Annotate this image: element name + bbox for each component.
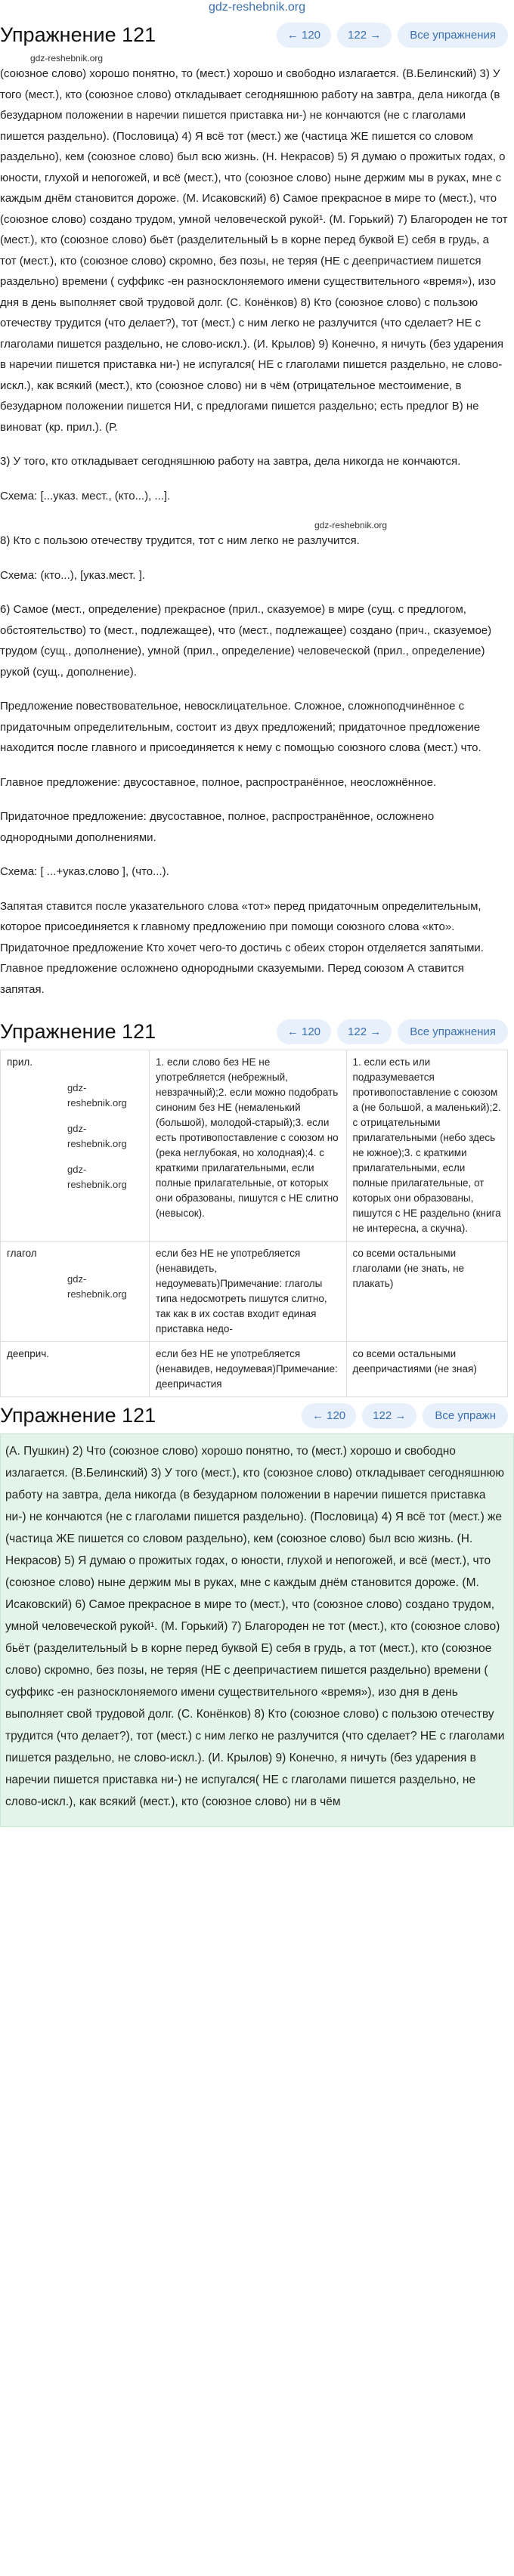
paragraph: (А. Пушкин) 2) Что (союзное слово) хорошо понятно, то (мест.) хорошо и свободно излагается. (В.Белинский) 3) У того (мест.), кто (союзное слово) откладывает сегодняшнюю работу на завтра, дела никогда (в безударном положении в наречии пишется приставка ни-) не кончаются (не с глаголами пишется раздельно). (Пословица) 4) Я всё тот (мест.) же (частица ЖЕ пишется со словом раздельно), кем (союзное слово) был всю жизнь. (Н. Некрасов) 5) Я думаю о прожитых годах, о юности, глухой и непогожей, и всё (мест.), что (союзное слово) ныне держим мы в руках, мне с каждым днём становится дороже. (М. Исаковский) 6) Самое прекрасное в мире то (мест.), что (союзное слово) создано трудом, умной человеческой рукой¹. (М. Горький) 7) Благороден не тот (мест.), кто (союзное слово) бьёт (разделительный Ь в корне перед буквой Е) себя в грудь, а тот (мест.), кто (союзное слово) скромно, без позы, не теряя (НЕ с деепричастием пишется раздельно) времени ( суффикс -ен разносклоняемого имени существительного «время»), изо дня в день выполняет свой трудовой долг. (С. Конёнков) 8) Кто (союзное слово) с пользою отечеству трудится (что делает?), тот (мест.) с ним легко не разлучится (что сделает? НЕ с глаголами пишется раздельно, не слово-искл.). (И. Крылов) 9) Конечно, я ничуть (без ударения в наречии пишется приставка ни-) не испугался( НЕ с глаголами пишется раздельно, не слово-искл.), как всякий (мест.), кто (союзное слово) ни в чём xyxy=(5,1445,505,1808)
rule-together: если без НЕ не употребляется (ненавидев, недоумевая)Примечание: деепричастия xyxy=(150,1342,347,1397)
prev-exercise-button[interactable]: ← 120 xyxy=(277,1019,331,1044)
paragraph: Схема: [ ...+указ.слово ], (что...). xyxy=(0,865,169,878)
paragraph: Схема: [...указ. мест., (кто...), ...]. xyxy=(0,489,171,503)
paragraph: Схема: (кто...), [указ.мест. ]. xyxy=(0,568,145,582)
exercise-nav xyxy=(302,1403,514,1428)
solution-text xyxy=(1,1434,513,1813)
row-label: прил. xyxy=(7,1056,33,1068)
section-header xyxy=(0,1397,514,1433)
row-label: глагол xyxy=(7,1248,37,1259)
exercise-title: Упражнение 121 xyxy=(0,23,156,46)
paragraph: 6) Самое (мест., определение) прекрасное (прил., сказуемое) в мире (сущ. с предлогом, обстоятельство) то (мест., подлежащее), что (мест., подлежащее) создано (прич., сказуемое) трудом (сущ., дополнение), умной (прил., определение) человеческой (прил., определение) рукой (сущ., дополнение). xyxy=(0,603,492,679)
solution-block xyxy=(0,1433,514,1827)
rule-separate: со всеми остальными деепричастиями (не зная) xyxy=(346,1342,508,1397)
table-row xyxy=(1,1242,508,1342)
paragraph: Главное предложение: двусоставное, полное, распространённое, неосложнённое. xyxy=(0,775,437,789)
exercise-title: Упражнение 121 xyxy=(0,1019,156,1043)
rule-together: если без НЕ не употребляется (ненавидеть, недоумевать)Примечание: глаголы типа недосмотреть пишутся слитно, так как в их состав входит единая приставка недо- xyxy=(150,1242,347,1342)
exercise-nav xyxy=(277,1019,514,1044)
next-exercise-button[interactable]: 122 → xyxy=(337,23,392,48)
row-label: дееприч. xyxy=(7,1348,50,1359)
watermark: gdz-reshebnik.org xyxy=(67,1273,127,1300)
all-exercises-button[interactable]: Все упражнения xyxy=(398,1019,508,1044)
prev-exercise-button[interactable]: ← 120 xyxy=(302,1403,356,1428)
exercise-nav xyxy=(277,23,514,48)
section-header xyxy=(0,1013,514,1050)
rule-separate: со всеми остальными глаголами (не знать, не плакать) xyxy=(346,1242,508,1342)
rules-table xyxy=(0,1050,508,1397)
next-exercise-button[interactable]: 122 → xyxy=(362,1403,416,1428)
watermark: gdz-reshebnik.org xyxy=(67,1082,127,1109)
table-row xyxy=(1,1342,508,1397)
solution-text xyxy=(0,53,514,1000)
table-row xyxy=(1,1050,508,1242)
exercise-title: Упражнение 121 xyxy=(0,1403,156,1427)
paragraph: (союзное слово) хорошо понятно, то (мест.) хорошо и свободно излагается. (В.Белинский) 3) У того (мест.), кто (союзное слово) откладывает сегодняшнюю работу на завтра, дела никогда (в безударном положении в наречии пишется приставка ни-) не кончаются (не с глаголами пишется раздельно). (Пословица) 4) Я всё тот (мест.) же (частица ЖЕ пишется со словом раздельно), кем (союзное слово) был всю жизнь. (Н. Некрасов) 5) Я думаю о прожитых годах, о юности, глухой и непогожей, и всё (мест.), что (союзное слово) ныне держим мы в руках, мне с каждым днём становится дороже. (М. Исаковский) 6) Самое прекрасное в мире то (мест.), что (союзное слово) создано трудом, умной человеческой рукой¹. (М. Горький) 7) Благороден не тот (мест.), кто (союзное слово) бьёт (разделительный Ь в корне перед буквой Е) себя в грудь, а тот (мест.), кто (союзное слово) скромно, без позы, не теряя (НЕ с деепричастием пишется раздельно) времени ( суффикс -ен разносклоняемого имени существительного «время»), изо дня в день выполняет свой трудовой долг. (С. Конёнков) 8) Кто (союзное слово) с пользою отечеству трудится (что делает?), тот (мест.) с ним легко не разлучится (что сделает? НЕ с глаголами пишется раздельно, не слово-искл.). (И. Крылов) 9) Конечно, я ничуть (без ударения в наречии пишется приставка ни-) не испугался( НЕ с глаголами пишется раздельно, не слово-искл.), как всякий (мест.), кто (союзное слово) ни в чём (отрицательное местоимение, в безударном положении пишется НИ, с предлогами пишется раздельно; есть предлог В) не виноват (кр. прил.). (Р. xyxy=(0,67,508,434)
paragraph: 3) У того, кто откладывает сегодняшнюю работу на завтра, дела никогда не кончаются. xyxy=(0,455,461,468)
all-exercises-button[interactable]: Все упражн xyxy=(423,1403,508,1428)
all-exercises-button[interactable]: Все упражнения xyxy=(398,23,508,48)
watermark: gdz-reshebnik.org xyxy=(30,53,104,63)
site-url[interactable]: gdz-reshebnik.org xyxy=(208,1,306,14)
watermark: gdz-reshebnik.org xyxy=(314,520,387,530)
rule-together: 1. если слово без НЕ не употребляется (небрежный, невзрачный);2. если можно подобрать синоним без НЕ (немаленький (большой), молодой-старый);3. если есть противопоставление с союзом но (река неглубокая, но холодная);4. с краткими прилагательными, если полные прилагательные, от которых они образованы, пишутся с НЕ слитно (невысок). xyxy=(150,1050,347,1242)
watermark: gdz-reshebnik.org xyxy=(67,1123,127,1149)
watermark: gdz-reshebnik.org xyxy=(67,1164,127,1190)
paragraph: Предложение повествовательное, невосклицательное. Сложное, сложноподчинённое с придаточным определительным, состоит из двух предложений; придаточное предложение находится после главного и присоединяется к нему с помощью союзного слова (мест.) что. xyxy=(0,700,481,754)
section-header xyxy=(0,17,514,53)
rule-separate: 1. если есть или подразумевается противопоставление с союзом а (не большой, а маленький);2. с отрицательными прилагательными (небо здесь не южное);3. с краткими прилагательными, если полные прилагательные, от которых они образованы, пишутся с НЕ раздельно (книга не интересна, а скучна). xyxy=(346,1050,508,1242)
paragraph: 8) Кто с пользою отечеству трудится, тот с ним легко не разлучится. xyxy=(0,534,360,547)
prev-exercise-button[interactable]: ← 120 xyxy=(277,23,331,48)
next-exercise-button[interactable]: 122 → xyxy=(337,1019,392,1044)
paragraph: Запятая ставится после указательного слова «тот» перед придаточным определительным, которое присоединяется к главному предложению при помощи союзного слова «кто». Придаточное предложение Кто хочет чего-то достичь с обеих сторон отделяется запятыми. Главное предложение осложнено однородными сказуемыми. Перед союзом А ставится запятая. xyxy=(0,899,484,996)
paragraph: Придаточное предложение: двусоставное, полное, распространённое, осложнено однородными дополнениями. xyxy=(0,810,435,844)
